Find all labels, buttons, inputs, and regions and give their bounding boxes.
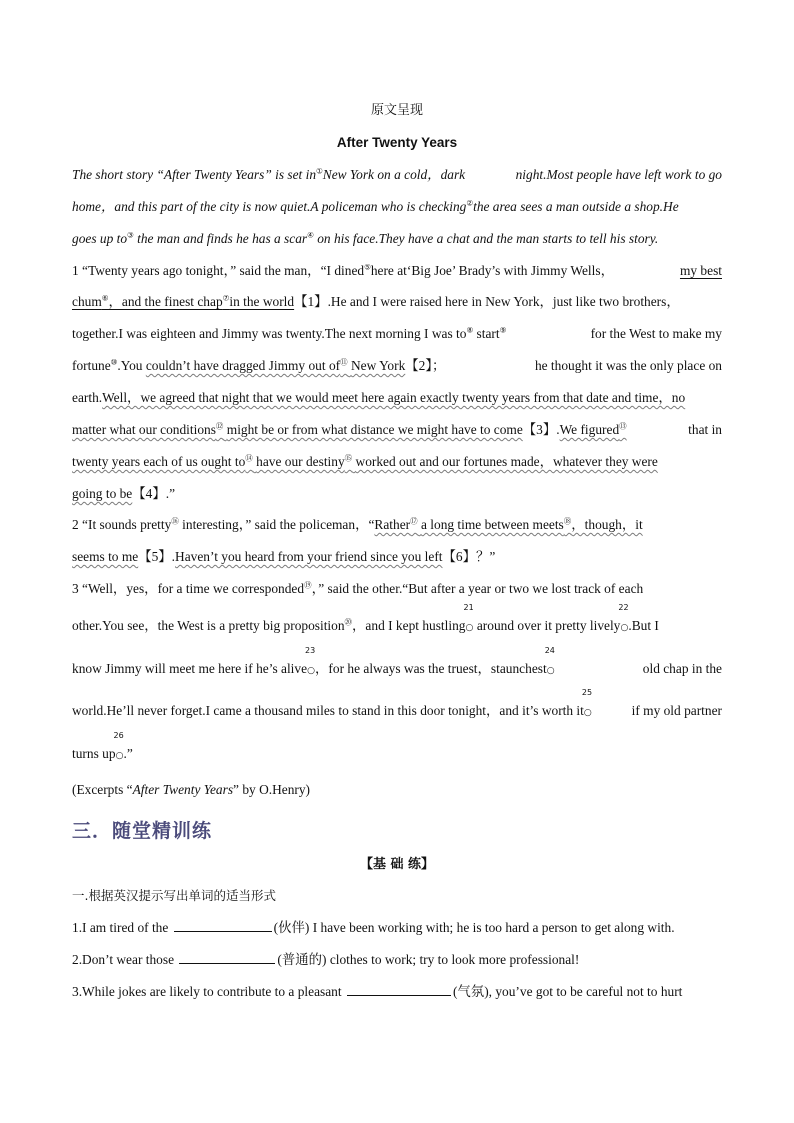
note-marker: ⑳ <box>344 617 353 627</box>
p1-line-4: fortune⑩.You couldn’t have dragged Jimmy out of⑪ New York【2】； he thought it was the only place on <box>72 357 722 373</box>
chinese-title: 原文呈现 <box>370 103 423 118</box>
note-marker: ⑱ <box>563 516 572 526</box>
story-title: After Twenty Years <box>336 135 458 150</box>
p3-line-4: world.He’ll never forget.I came a thousand miles to stand in this door tonight，and it’s worth it 25 ○ if my old partner <box>72 702 722 722</box>
footnote-circle: 23 ○ <box>305 646 316 676</box>
p2-line-1: 2 “It sounds pretty⑯ interesting，” said the policeman，“Rather⑰ a long time between meets⑱，though，it <box>72 516 643 532</box>
p1-line-3: together.I was eighteen and Jimmy was twenty.The next morning I was to⑧ start⑨ for the West to make my <box>72 325 722 341</box>
answer-blank[interactable] <box>179 951 275 964</box>
answer-blank[interactable] <box>174 919 272 932</box>
note-marker: ⑨ <box>499 325 507 335</box>
exercise-3: 3.While jokes are likely to contribute to a pleasant (气氛), you’ve got to be careful not to hurt <box>72 984 683 999</box>
note-marker: ⑮ <box>344 453 353 463</box>
note-marker: ② <box>466 198 474 208</box>
p1-line-5: earth.Well，we agreed that night that we would meet here again exactly twenty years from that date and time，no <box>72 390 686 405</box>
p1-line-8: going to be【4】.” <box>72 486 176 501</box>
exercise-1: 1.I am tired of the (伙伴) I have been working with; he is too hard a person to get along with. <box>72 920 675 935</box>
footnote-circle: 25 ○ <box>581 688 593 718</box>
exercise-2: 2.Don’t wear those (普通的) clothes to work; try to look more professional! <box>72 952 580 967</box>
p3-line-1: 3 “Well，yes，for a time we corresponded⑲，” said the other.“But after a year or two we lost track of each <box>72 580 644 596</box>
footnote-circle: 22 ○ <box>618 603 629 633</box>
section-subheading: 【基 础 练】 <box>359 857 435 872</box>
p1-line-7: twenty years each of us ought to⑭ have our destiny⑮ worked out and our fortunes made，whatever they were <box>72 453 658 469</box>
p2-line-2: seems to me【5】.Haven’t you heard from your friend since you left【6】？” <box>72 549 496 564</box>
footnote-circle: 24 ○ <box>544 646 555 676</box>
note-marker: ⑰ <box>410 516 418 526</box>
note-marker: ⑧ <box>466 325 474 335</box>
note-marker: ⑩ <box>110 357 118 367</box>
note-marker: ⑤ <box>364 262 371 272</box>
p1-line-1: 1 “Twenty years ago tonight，” said the man，“I dined⑤here at‘Big Joe’ Brady’s with Jimmy Wells， my best <box>72 262 722 278</box>
note-marker: ⑫ <box>215 421 224 431</box>
note-marker: ⑯ <box>171 516 179 526</box>
footnote-circle: 26 ○ <box>113 731 124 761</box>
intro-line-1: The short story “After Twenty Years” is set in①New York on a cold，dark night.Most people have left work to go <box>72 166 722 182</box>
excerpt-source: (Excerpts “After Twenty Years” by O.Henry) <box>72 782 311 797</box>
intro-line-3: goes up to③ the man and finds he has a scar④ on his face.They have a chat and the man starts to tell his story. <box>72 230 659 246</box>
note-marker: ⑲ <box>304 580 312 590</box>
note-marker: ⑬ <box>619 421 627 431</box>
note-marker: ③ <box>127 230 134 240</box>
p1-line-2: chum⑥，and the finest chap⑦in the world【1】.He and I were raised here in New York，just like two brothers， <box>72 293 680 309</box>
p3-line-3: know Jimmy will meet me here if he’s alive 23 ○，for he always was the truest，staunchest 24 ○ old chap in the <box>72 660 722 680</box>
instruction: 一.根据英汉提示写出单词的适当形式 <box>72 888 276 903</box>
p3-line-5: turns up 26 ○.” <box>72 745 722 765</box>
note-marker: ⑥ <box>101 293 109 303</box>
note-marker: ⑦ <box>222 293 230 303</box>
p1-line-6: matter what our conditions⑫ might be or from what distance we might have to come【3】.We figured⑬ that in <box>72 421 722 437</box>
section-heading: 三．随堂精训练 <box>72 820 213 842</box>
note-marker: ④ <box>307 230 314 240</box>
p3-line-2: other.You see，the West is a pretty big proposition⑳，and I kept hustling 21 ○ around over it pretty lively 22 ○.But I <box>72 617 722 637</box>
footnote-circle: 21 ○ <box>463 603 474 633</box>
note-marker: ⑪ <box>340 357 348 367</box>
note-marker: ① <box>316 166 323 176</box>
answer-blank[interactable] <box>347 983 451 996</box>
note-marker: ⑭ <box>245 453 253 463</box>
intro-line-2: home，and this part of the city is now quiet.A policeman who is checking②the area sees a man outside a shop.He <box>72 198 679 214</box>
